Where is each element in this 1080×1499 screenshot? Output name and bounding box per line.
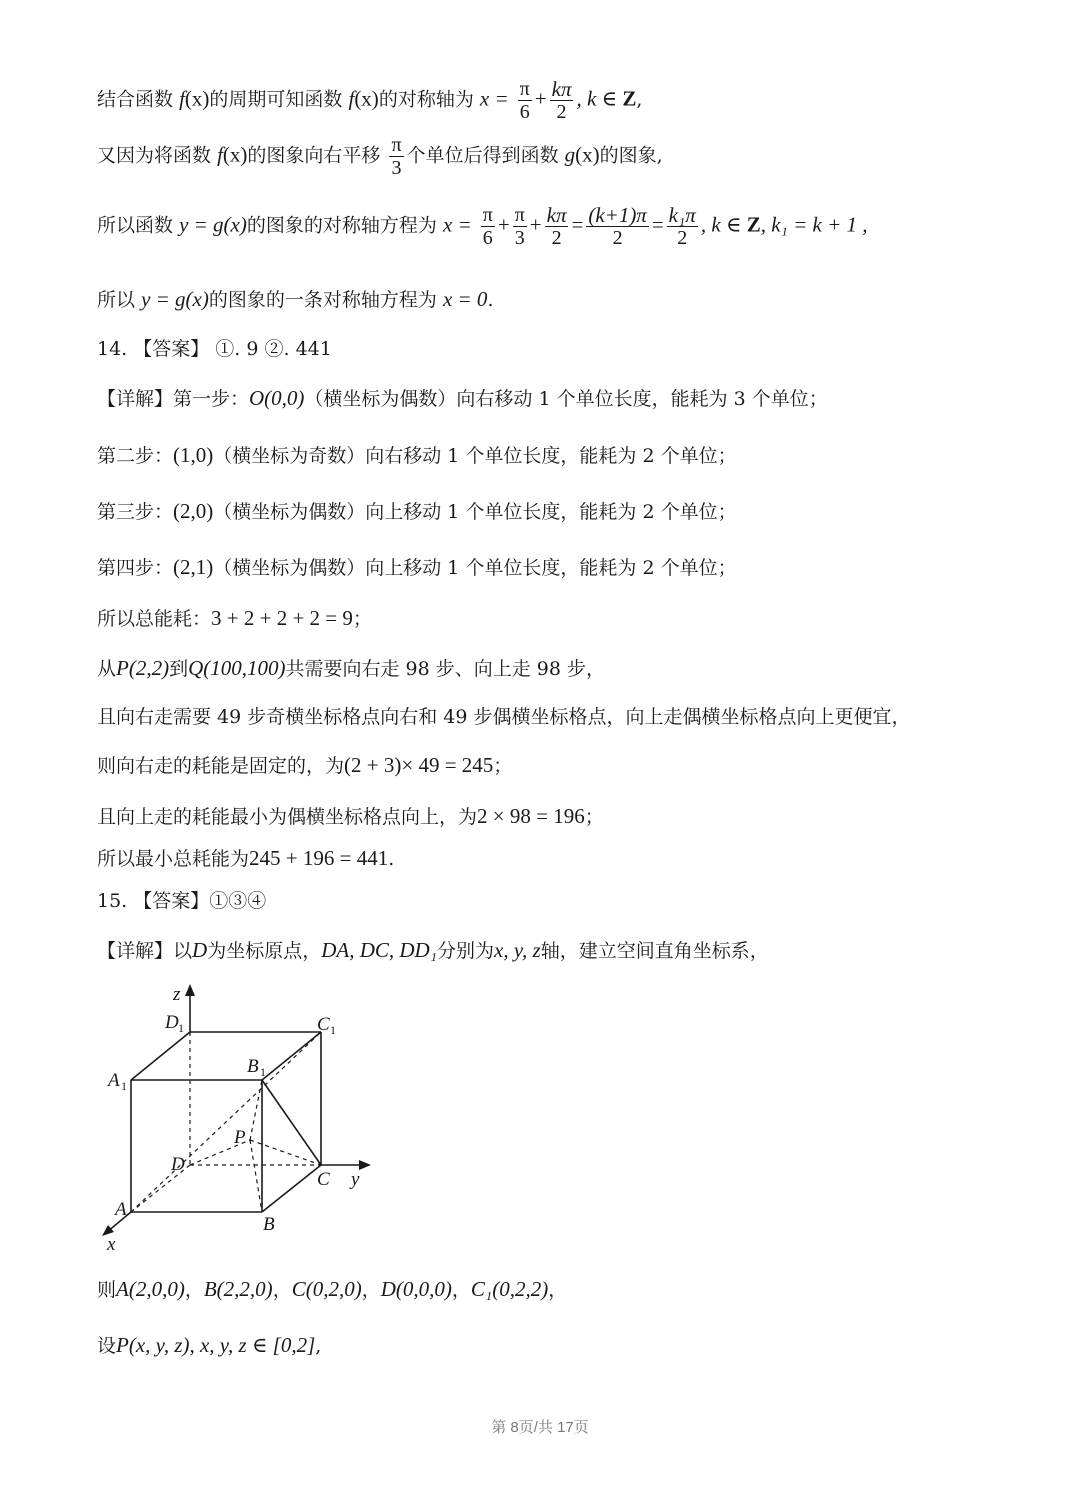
text: 的对称轴为 xyxy=(378,88,474,111)
text: , xyxy=(636,88,643,111)
text-line-18: 则A(2,0,0)，B(2,2,0)，C(0,2,0)，D(0,0,0)，C₁(0,2,2)， xyxy=(97,1277,568,1301)
edge-b1-c1 xyxy=(262,1032,321,1080)
text: 的周期可知函数 xyxy=(209,88,343,111)
text: 结合函数 xyxy=(97,88,174,111)
text-line-1 xyxy=(97,78,642,123)
text: 的图象的对称轴方程为 xyxy=(246,214,437,237)
math: , k ∈ xyxy=(576,86,623,111)
math: + xyxy=(534,86,547,111)
label-z: z xyxy=(173,984,181,1005)
label-d1-sub: 1 xyxy=(178,1021,184,1035)
text-line-6: 【详解】第一步：O(0,0)（横坐标为偶数）向右移动 1 个单位长度，能耗为 3 个单位； xyxy=(97,386,828,410)
fraction: $\frac{k\pi}{2}$ xyxy=(551,77,572,123)
z-arrow-head xyxy=(185,984,195,996)
fraction: $\frac{\pi}{3}$ xyxy=(391,134,402,179)
edge-a1-d1 xyxy=(131,1032,190,1080)
text: 的图象的一条对称轴方程为 xyxy=(208,289,437,311)
math: f xyxy=(348,86,355,111)
y-arrow-head xyxy=(359,1160,371,1170)
label-a1: A xyxy=(108,1070,120,1091)
text-line-12: 且向右走需要 49 步奇横坐标格点向右和 49 步偶横坐标格点，向上走偶横坐标格点向上更便宜， xyxy=(97,706,911,728)
fraction: $\frac{\pi}{6}$ xyxy=(482,204,493,249)
answer-14-heading: 14. 【答案】 ①. 9 ②. 441 xyxy=(97,338,332,360)
edge-b-c xyxy=(262,1165,321,1212)
text-line-15: 所以最小总耗能为245 + 196 = 441. xyxy=(97,846,395,870)
answer-15-heading: 15. 【答案】①③④ xyxy=(97,890,267,912)
text-line-14: 且向上走的耗能最小为偶横坐标格点向上，为2 × 98 = 196； xyxy=(97,804,604,828)
label-y: y xyxy=(351,1169,360,1190)
label-p: P xyxy=(234,1127,246,1148)
label-d: D xyxy=(171,1154,185,1175)
math: (x) xyxy=(222,142,248,167)
math: y = g(x) xyxy=(179,212,247,237)
page-footer: 第 8页/共 17页 xyxy=(491,1419,589,1436)
label-b1: B xyxy=(247,1056,259,1077)
text: 的图象向右平移 xyxy=(247,144,381,167)
text: 又因为将函数 xyxy=(97,144,212,167)
line-p-c xyxy=(250,1140,321,1165)
text-line-3: 所以函数 y = g(x)的图象的对称轴方程为 x = $\frac{\pi}{6}$ + $\frac{\pi}{3}$ + $\frac{k\pi}{2}$ = $\frac{(k+1)\pi}{2}$ = $\frac{\text{k₁π}}{2}$ , k ∈ Z, k₁ = k + 1 , xyxy=(97,203,868,249)
fraction: $\frac{\text{k₁π}}{2}$ xyxy=(668,203,696,249)
math: x = 0 xyxy=(442,287,488,311)
text-line-4 xyxy=(97,286,493,313)
text: 的图象, xyxy=(599,144,663,167)
fraction: $\frac{\pi}{3}$ xyxy=(514,204,525,249)
cube-diagram xyxy=(95,980,395,1260)
math: f xyxy=(217,142,223,167)
math: y = g(x) xyxy=(141,287,209,311)
text-line-9: 第四步：(2,1)（横坐标为偶数）向上移动 1 个单位长度，能耗为 2 个单位； xyxy=(97,555,737,579)
math: (x) xyxy=(575,142,600,167)
math: f xyxy=(179,86,185,111)
math: Z xyxy=(622,86,637,111)
fraction: $\frac{k\pi}{2}$ xyxy=(546,203,567,249)
label-b: B xyxy=(263,1214,275,1235)
edge-b1-c xyxy=(262,1080,321,1165)
fraction: $\frac{(k+1)\pi}{2}$ xyxy=(588,203,647,249)
label-c: C xyxy=(317,1169,330,1190)
fraction: $\frac{\pi}{6}$ xyxy=(519,78,530,123)
math: (x) xyxy=(354,86,379,111)
text: 所以 xyxy=(97,289,136,311)
text-line-13: 则向右走的耗能是固定的，为(2 + 3)× 49 = 245； xyxy=(97,753,513,777)
text-line-7: 第二步：(1,0)（横坐标为奇数）向右移动 1 个单位长度，能耗为 2 个单位； xyxy=(97,443,737,467)
label-c1: C xyxy=(317,1014,330,1035)
label-d1: D xyxy=(165,1012,179,1033)
text-line-2 xyxy=(97,134,663,179)
text-line-19: 设P(x, y, z), x, y, z ∈ [0,2], xyxy=(97,1333,322,1357)
text-line-11: 从P(2,2)到Q(100,100)共需要向右走 98 步、向上走 98 步， xyxy=(97,656,606,680)
line-p-b xyxy=(250,1140,262,1212)
math: x = xyxy=(442,212,472,237)
text: 所以函数 xyxy=(97,214,174,237)
label-a1-sub: 1 xyxy=(121,1079,127,1093)
text: 个单位后得到函数 xyxy=(406,144,559,167)
label-a: A xyxy=(115,1199,127,1220)
text-line-8: 第三步：(2,0)（横坐标为偶数）向上移动 1 个单位长度，能耗为 2 个单位； xyxy=(97,499,737,523)
line-a-c1 xyxy=(131,1032,321,1212)
math: (x) xyxy=(184,86,210,111)
text: . xyxy=(487,289,494,311)
label-c1-sub: 1 xyxy=(330,1023,336,1037)
label-x: x xyxy=(107,1234,116,1255)
text-line-17: 【详解】以D为坐标原点，DA, DC, DD₁分别为x, y, z轴，建立空间直角坐标系， xyxy=(97,938,769,962)
label-b1-sub: 1 xyxy=(260,1065,266,1079)
text-line-10: 所以总能耗：3 + 2 + 2 + 2 = 9； xyxy=(97,606,372,630)
math: x = xyxy=(479,86,509,111)
math: g xyxy=(564,142,576,167)
